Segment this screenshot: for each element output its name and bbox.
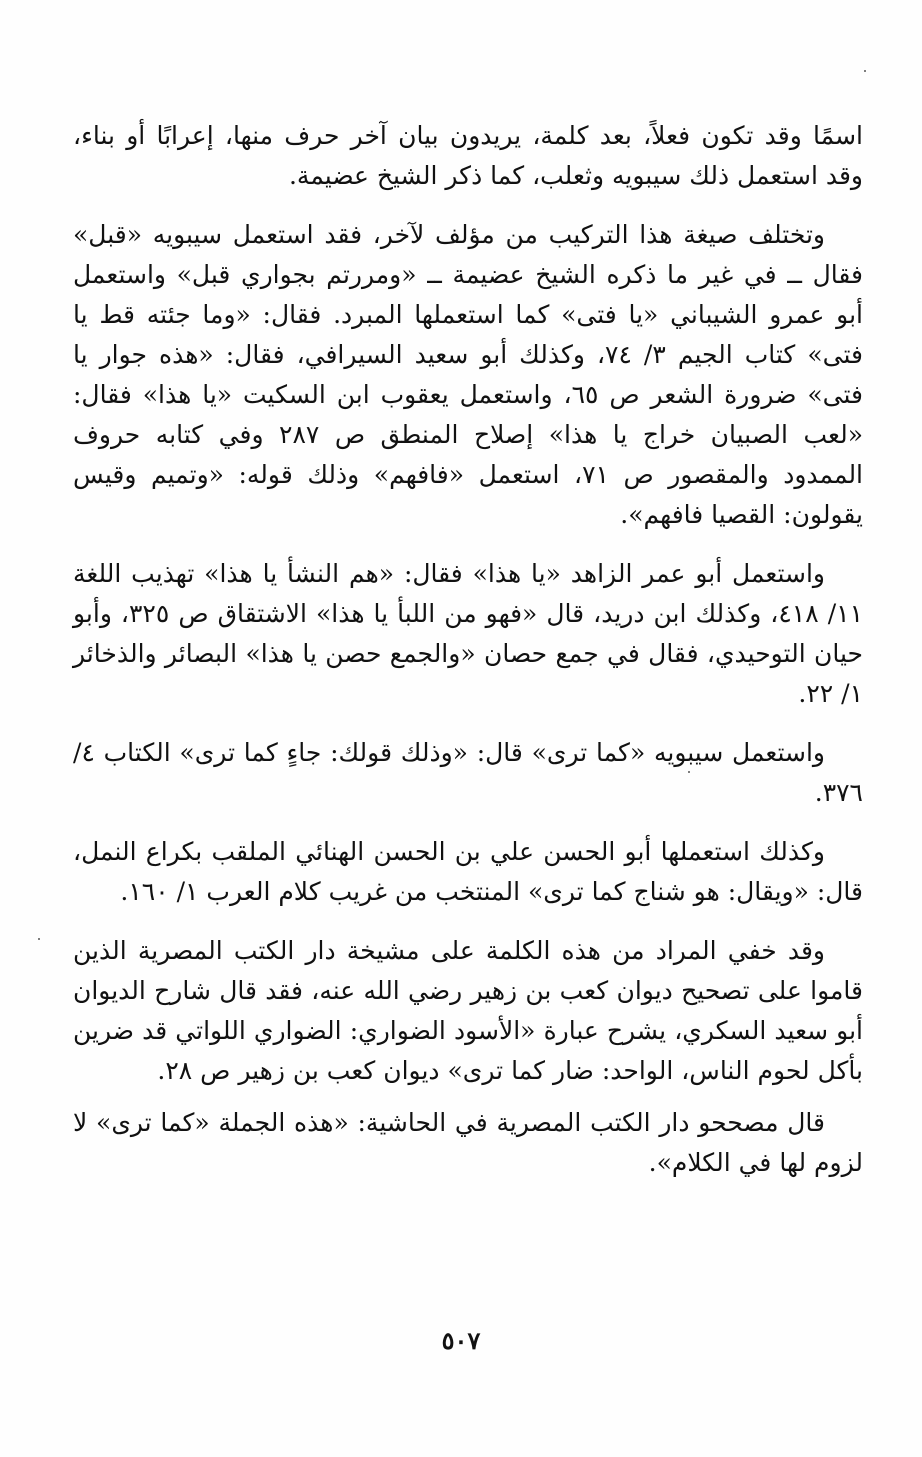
page-number: ٥٠٧ (441, 1326, 481, 1355)
paragraph-7: قال مصححو دار الكتب المصرية في الحاشية: «هذه الجملة «كما ترى» لا لزوم لها في الكلام». (73, 1108, 863, 1177)
body-text (73, 116, 863, 1202)
paragraph-2: وتختلف صيغة هذا التركيب من مؤلف لآخر، فقد استعمل سيبويه «قبل» فقال ــ في غير ما ذكره الشيخ عضيمة ــ «ومررتم بجواري قبل» واستعمل أبو عمرو الشيباني «يا فتى» كما استعملها المبرد. فقال: «وما جئته قط يا فتى» كتاب الجيم ٣/ ٧٤، وكذلك أبو سعيد السيرافي، فقال: «هذه جوار يا فتى» ضرورة الشعر ص ٦٥، واستعمل يعقوب ابن السكيت «يا هذا» فقال: «لعب الصبيان خراج يا هذا» إصلاح المنطق ص ٢٨٧ وفي كتابه حروف الممدود والمقصور ص ٧١، استعمل «فافهم» وذلك قوله: «وتميم وقيس يقولون: القصيا فافهم». (73, 220, 864, 529)
scan-speck (864, 70, 866, 72)
scan-speck (688, 771, 690, 773)
paragraph-6: وقد خفي المراد من هذه الكلمة على مشيخة دار الكتب المصرية الذين قاموا على تصحيح ديوان كعب بن زهير رضي الله عنه، فقد قال شارح الديوان أبو سعيد السكري، يشرح عبارة «الأسود الضواري: الضواري اللواتي قد ضرين بأكل لحوم الناس، الواحد: ضار كما ترى» ديوان كعب بن زهير ص ٢٨. (73, 936, 863, 1085)
paragraph-4: واستعمل سيبويه «كما ترى» قال: «وذلك قولك: جاءٍ كما ترى» الكتاب ٤/ ٣٧٦. (73, 738, 863, 807)
scan-speck (38, 938, 40, 940)
paragraph-3: واستعمل أبو عمر الزاهد «يا هذا» فقال: «هم النشأ يا هذا» تهذيب اللغة ١١/ ٤١٨، وكذلك ابن دريد، قال «فهو من اللبأ يا هذا» الاشتقاق ص ٣٢٥، وأبو حيان التوحيدي، فقال في جمع حصان «والجمع حصن يا هذا» البصائر والذخائر ١/ ٢٢. (73, 559, 863, 708)
paragraph-5: وكذلك استعملها أبو الحسن علي بن الحسن الهنائي الملقب بكراع النمل، قال: «ويقال: هو شناج كما ترى» المنتخب من غريب كلام العرب ١/ ١٦٠. (73, 837, 863, 906)
paragraph-1: اسمًا وقد تكون فعلاً، بعد كلمة، يريدون بيان آخر حرف منها، إعرابًا أو بناء، وقد استعمل ذلك سيبويه وثعلب، كما ذكر الشيخ عضيمة. (73, 121, 863, 190)
